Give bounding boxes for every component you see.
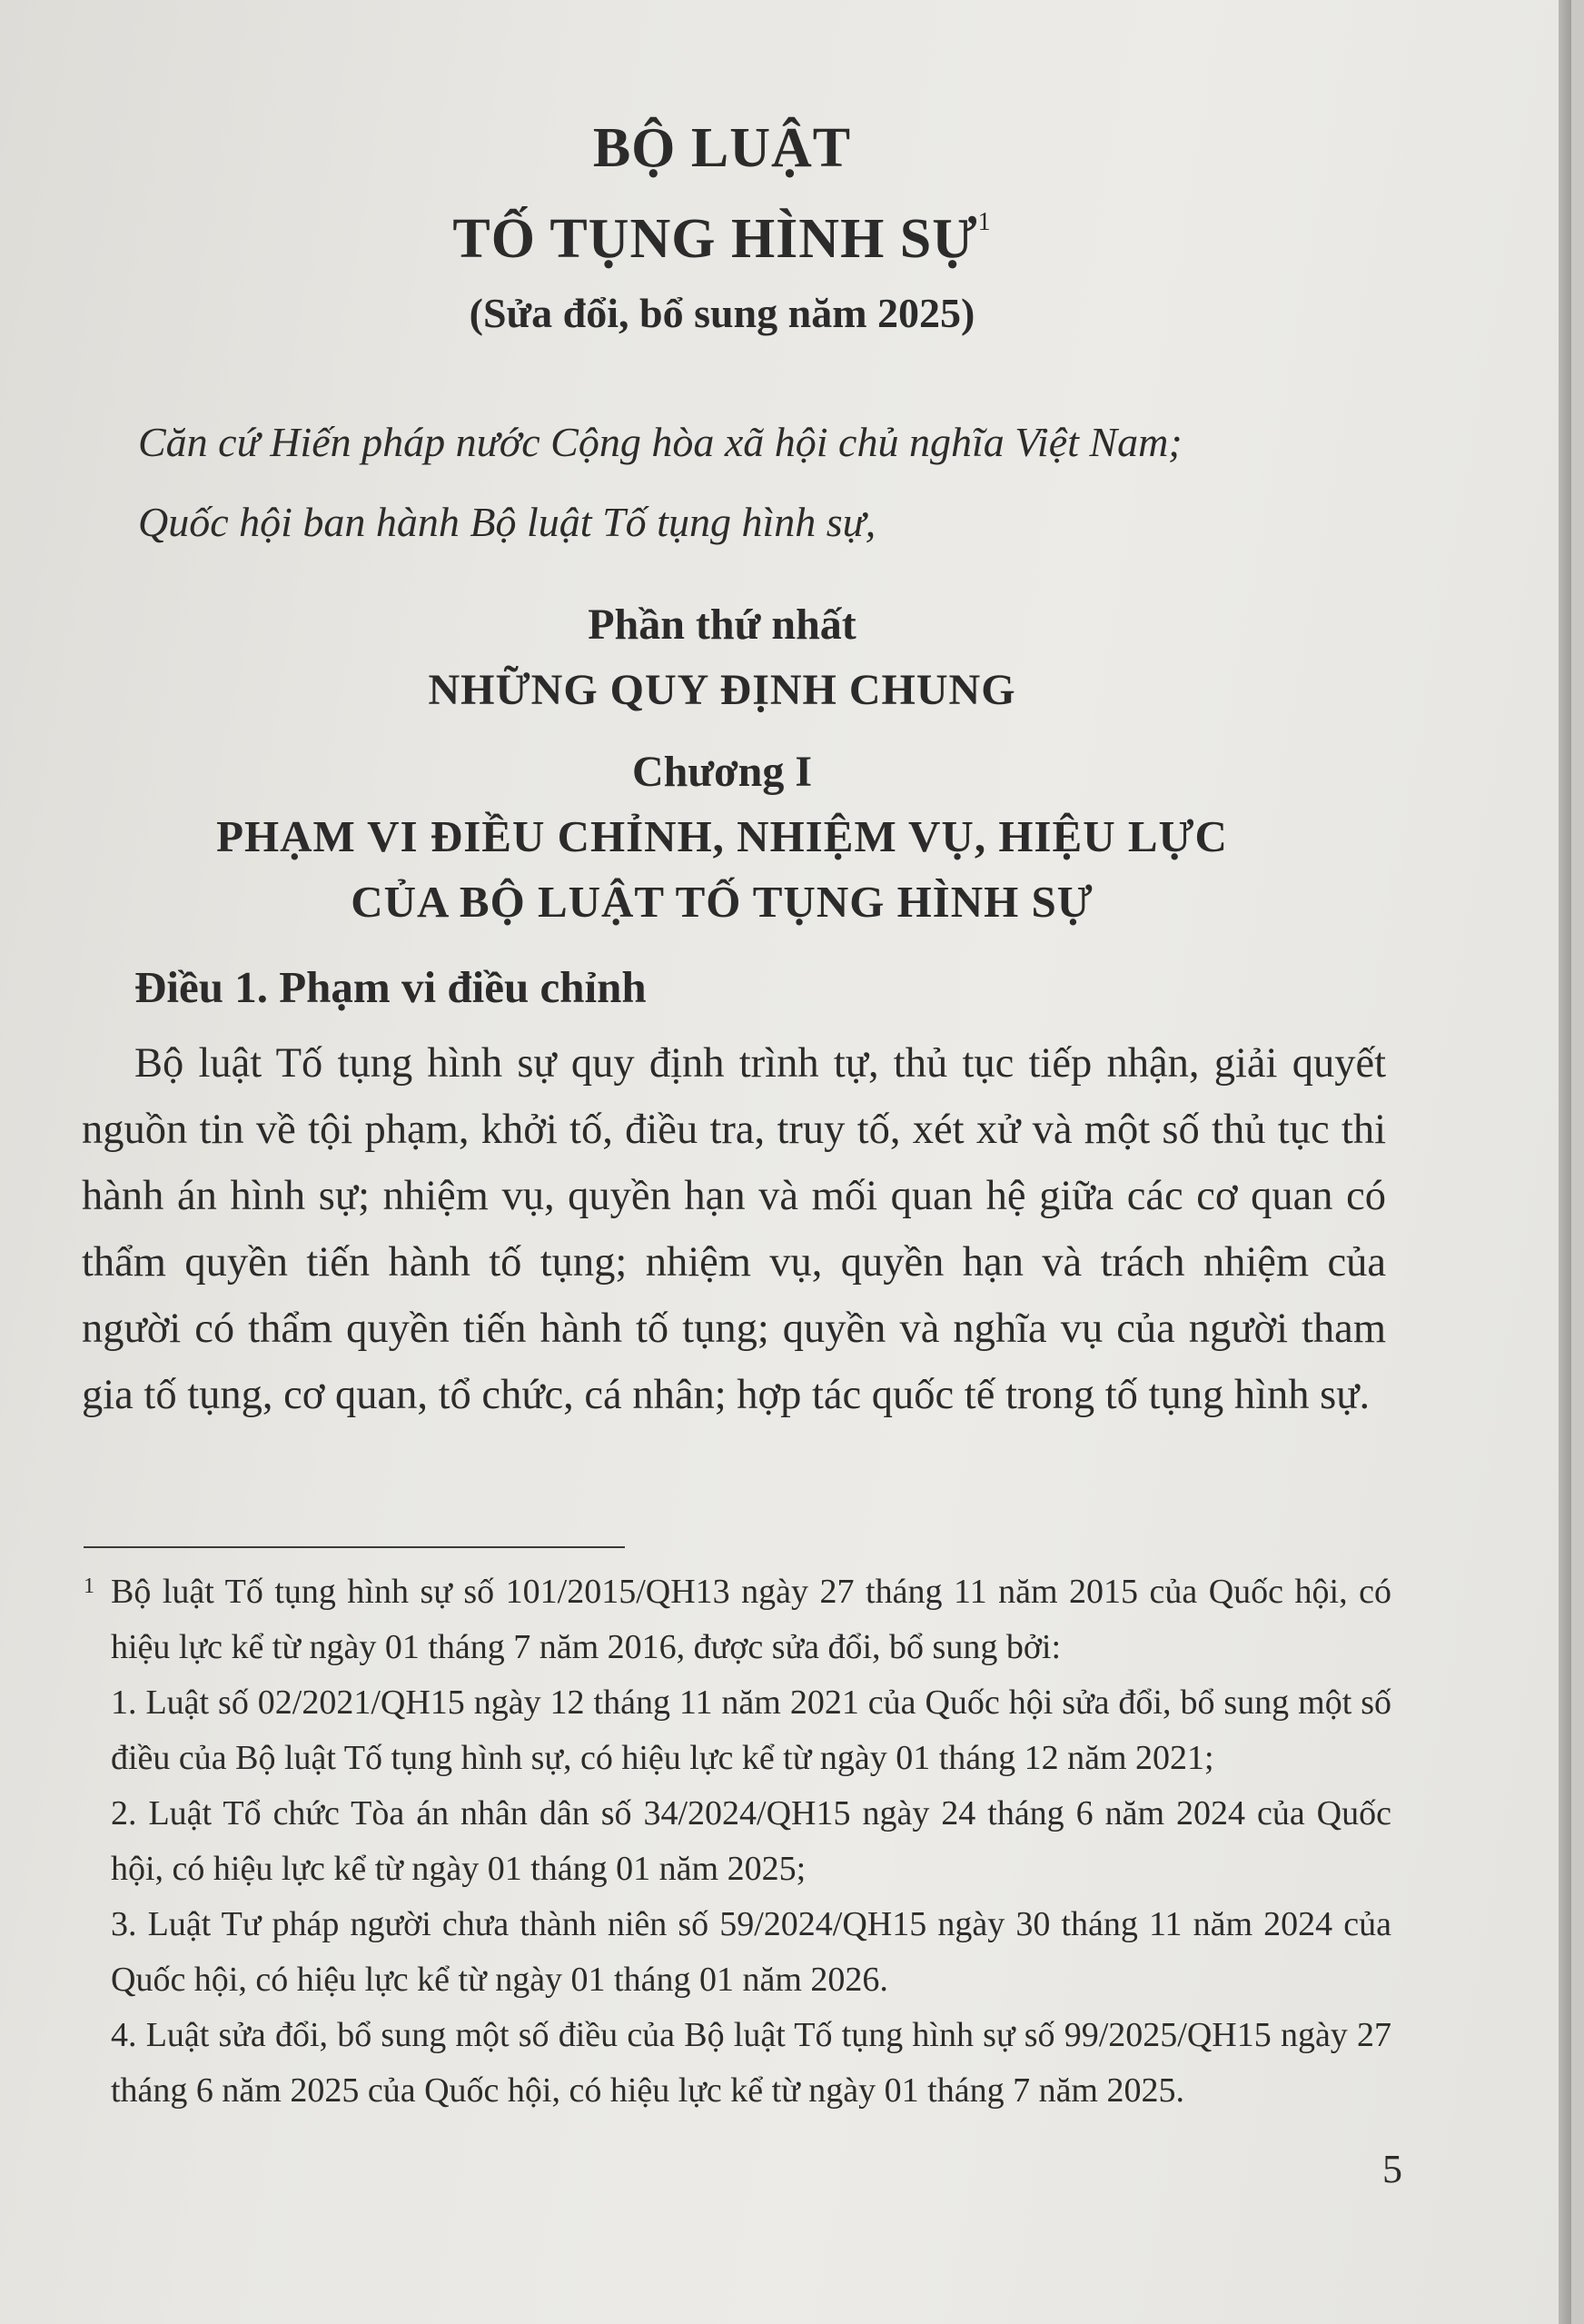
footnote-item-4: 4. Luật sửa đổi, bổ sung một số điều của Bộ luật Tố tụng hình sự số 99/2025/QH15 ngày 27 tháng 6 năm 2025 của Quốc hội, có hiệu lực kể từ ngày 01 tháng 7 năm 2025. xyxy=(111,2016,1391,2110)
law-subtitle: (Sửa đổi, bổ sung năm 2025) xyxy=(469,290,975,336)
footnote-divider xyxy=(84,1546,625,1548)
footnotes xyxy=(84,1564,1391,2119)
footnote-intro xyxy=(84,1564,1391,1675)
page-edge xyxy=(1559,0,1571,2324)
footnote-item-1: 1. Luật số 02/2021/QH15 ngày 12 tháng 11 năm 2021 của Quốc hội sửa đổi, bổ sung một số điều của Bộ luật Tố tụng hình sự, có hiệu lực kể từ ngày 01 tháng 12 năm 2021; xyxy=(111,1683,1391,1777)
article-body: Bộ luật Tố tụng hình sự quy định trình tự, thủ tục tiếp nhận, giải quyết nguồn tin về tội phạm, khởi tố, điều tra, truy tố, xét xử và một số thủ tục thi hành án hình sự; nhiệm vụ, quyền hạn và mối quan hệ giữa các cơ quan có thẩm quyền tiến hành tố tụng; nhiệm vụ, quyền hạn và trách nhiệm của người có thẩm quyền tiến hành tố tụng; quyền và nghĩa vụ của người tham gia tố tụng, cơ quan, tổ chức, cá nhân; hợp tác quốc tế trong tố tụng hình sự. xyxy=(82,1040,1386,1418)
footnote-item-2: 2. Luật Tổ chức Tòa án nhân dân số 34/2024/QH15 ngày 24 tháng 6 năm 2024 của Quốc hội, có hiệu lực kể từ ngày 01 tháng 01 năm 2025; xyxy=(111,1794,1391,1888)
law-title-line2 xyxy=(0,207,1444,272)
chapter-title-line2: CỦA BỘ LUẬT TỐ TỤNG HÌNH SỰ xyxy=(351,877,1094,927)
footnote-mark: 1 xyxy=(84,1574,94,1598)
article-heading: Điều 1. Phạm vi điều chỉnh xyxy=(134,962,647,1012)
law-title-line1: BỘ LUẬT xyxy=(592,117,852,179)
preamble-line-2: Quốc hội ban hành Bộ luật Tố tụng hình sự, xyxy=(138,499,876,545)
preamble-line-1: Căn cứ Hiến pháp nước Cộng hòa xã hội chủ nghĩa Việt Nam; xyxy=(138,419,1183,465)
page-number: 5 xyxy=(1382,2147,1402,2191)
chapter-label: Chương I xyxy=(631,748,813,796)
part-title: NHỮNG QUY ĐỊNH CHUNG xyxy=(428,666,1016,714)
footnote-intro-text: Bộ luật Tố tụng hình sự số 101/2015/QH13 ngày 27 tháng 11 năm 2015 của Quốc hội, có hiệu lực kể từ ngày 01 tháng 7 năm 2016, được sửa đổi, bổ sung bởi: xyxy=(111,1573,1391,1666)
chapter-title-line1: PHẠM VI ĐIỀU CHỈNH, NHIỆM VỤ, HIỆU LỰC xyxy=(216,811,1228,861)
footnote-item-3: 3. Luật Tư pháp người chưa thành niên số 59/2024/QH15 ngày 30 tháng 11 năm 2024 của Quốc hội, có hiệu lực kể từ ngày 01 tháng 01 năm 2026. xyxy=(111,1905,1391,1999)
part-label: Phần thứ nhất xyxy=(588,601,856,649)
law-title-text: TỐ TỤNG HÌNH SỰ xyxy=(452,208,978,270)
title-footnote-ref: 1 xyxy=(977,208,992,236)
